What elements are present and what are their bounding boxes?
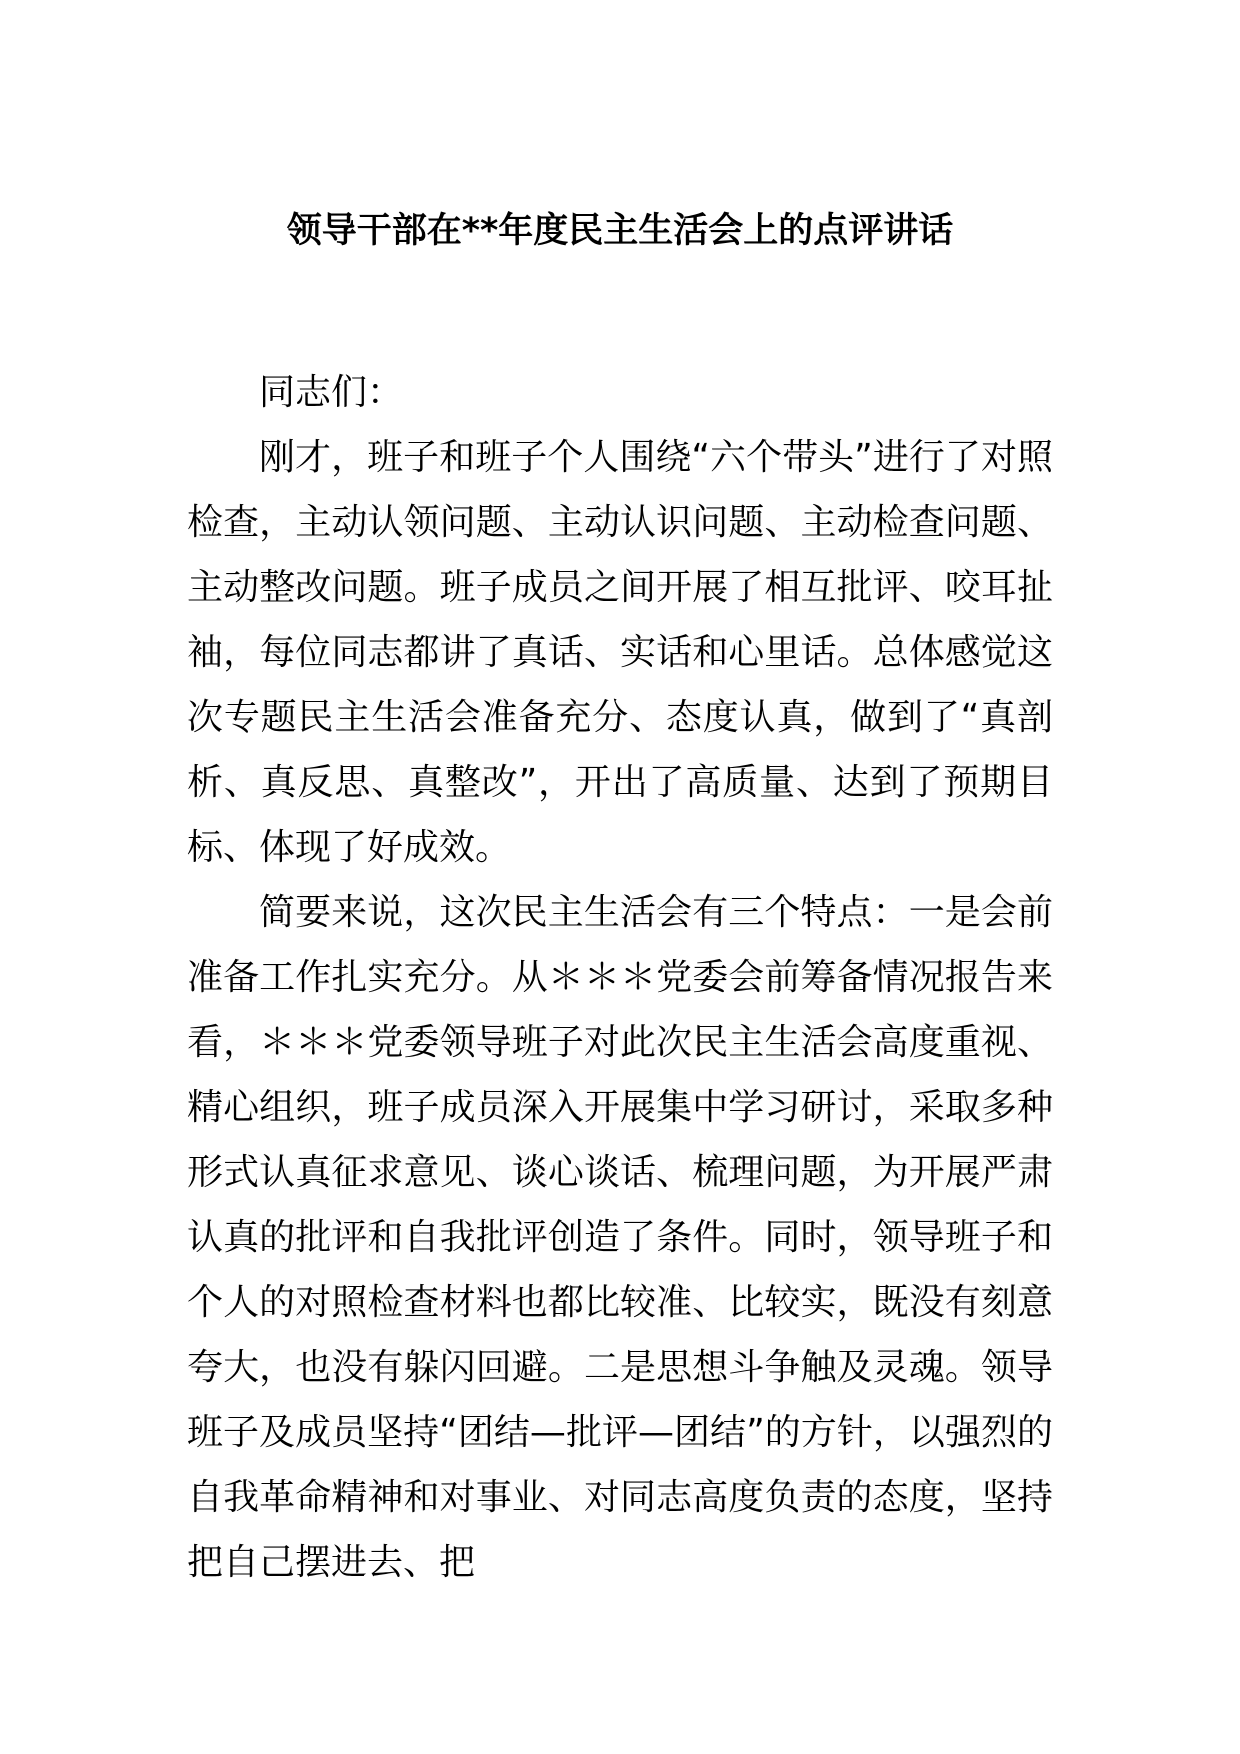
salutation: 同志们： xyxy=(259,372,404,413)
document-title: 领导干部在**年度民主生活会上的点评讲话 xyxy=(286,211,954,251)
paragraph-2: 简要来说，这次民主生活会有三个特点：一是会前准备工作扎实充分。从＊＊＊党委会前筹备情况报告来看，＊＊＊党委领导班子对此次民主生活会高度重视、精心组织，班子成员深入开展集中学习研讨，采取多种形式认真征求意见、谈心谈话、梳理问题，为开展严肃认真的批评和自我批评创造了条件。同时，领导班子和个人的对照检查材料也都比较准、比较实，既没有刻意夸大，也没有躲闪回避。二是思想斗争触及灵魂。领导班子及成员坚持“团结—批评—团结”的方针，以强烈的自我革命精神和对事业、对同志高度负责的态度，坚持把自己摆进去、把 xyxy=(187,892,1053,1583)
paragraph-1: 刚才，班子和班子个人围绕“六个带头”进行了对照检查，主动认领问题、主动认识问题、主动检查问题、主动整改问题。班子成员之间开展了相互批评、咬耳扯袖，每位同志都讲了真话、实话和心里话。总体感觉这次专题民主生活会准备充分、态度认真，做到了“真剖析、真反思、真整改”，开出了高质量、达到了预期目标、体现了好成效。 xyxy=(187,437,1053,868)
document-body xyxy=(187,360,1053,1595)
